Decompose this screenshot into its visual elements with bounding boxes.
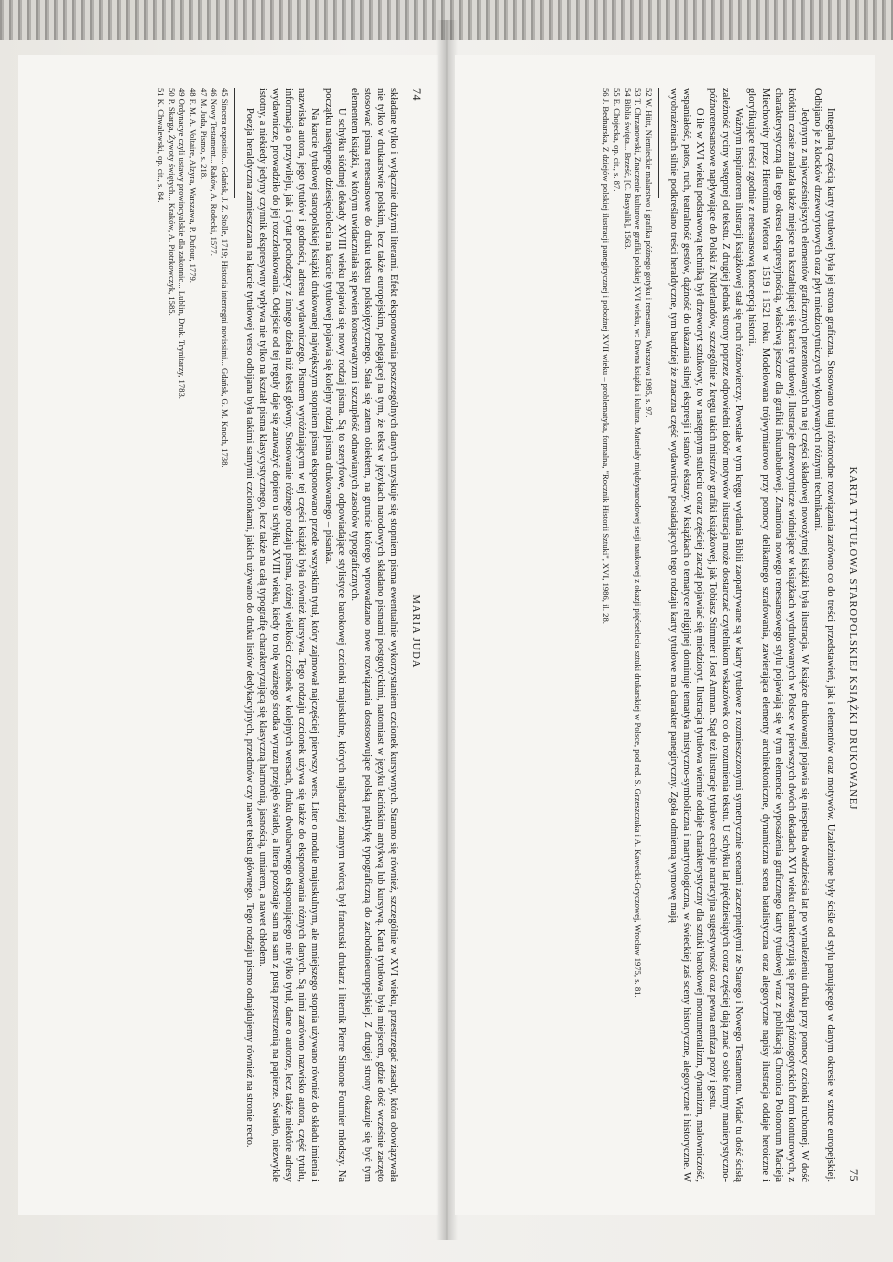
left-page-text-frame	[32, 80, 424, 1190]
footnote-rule	[658, 88, 659, 198]
right-body	[667, 88, 837, 1182]
paragraph: O ile w XVI wieku podstawową techniką był drzeworyt sztukowy, to w następnym stuleciu coraz częściej zaczął pojawiać się miedzioryt. Ilustracja tytułowa wiernie oddaje charakterystyczny dla sztuki barokowej monumentalizm, dynamizm, malowniczość, wspaniałość, patos, ruch, teatralność gestów, dążność do ukazania silnej ekspresji i stanów ekstazy. W książkach o tematyce religijnej dominuje tematyka mistyczno-symboliczna i martyrologiczna, w świeckiej zaś sceny historyczne, alegoryczne i historyczne. W wyobrażeniach silnie podkreślano treści heraldyczne, tym bardziej że znaczna część wydawnictw posiadających tego rodzaju karty tytułowe ma charakter panegiryczny. Zgoła odmienną wymowę mają	[667, 88, 706, 1182]
footnote-rule	[234, 88, 235, 198]
page-number: 75	[847, 1169, 861, 1182]
left-header	[404, 88, 424, 1182]
paragraph: składane tylko i wyłącznie dużymi literami. Efekt eksponowania poszczególnych danych uzyskuje się stopniem pisma ewentualnie wykorzystaniem czcionek kursywnych. Starano się również, szczególnie w XVI wieku, przestrzegać zasady, która obowiązywała nie tylko w drukarstwie polskim, lecz także europejskim, polegającej na tym, że tekst w językach narodowych składano pismami postgotyckimi, natomiast w języku łacińskim antykwą lub kursywą. Karta tytułowa była miejscem, gdzie dość wcześnie zaczęto stosować pisma renesansowe do druku tekstu polskojęzycznego. Stała się zatem obiektem, na gruncie którego wprowadzano nowe rozwiązania dostosowujące polską praktykę typograficzną do zachodnioeuropejskiej. Z drugiej strony okazuje się być tym elementem książki, w którym uwidaczniała się pewien konserwatyzm i szczupłość odnawianych zasobów typograficznych.	[348, 88, 399, 1182]
paragraph: Jedynym z najwcześniejszych elementów graficznych prezentowanych na tej części składowej nowożytnej książki była ilustracja. W książce drukowanej pojawia się niespełna dwadzieścia lat po wynalezieniu druku przy pomocy czcionki ruchomej. W dość krótkim czasie znalazła także miejsce na kształtującej się karcie tytułowej. Ilustracje drzeworytnicze widniejące w książkach wydrukowanych w Polsce w pierwszych dwóch dekadach XVI wieku charakteryzują się przewagą późnogotyckich form konturowych, z charakterystyczną dla tego okresu ekspresyjnością, właściwą jeszcze dla grafiki inkunabułowej. Znamiona nowego renesansowego stylu pojawiają się w tym elemencie wyposażenia graficznego karty tytułowej wraz z publikacją Chronica Polonorum Macieja Miechowity przez Hieronima Wietora w 1519 i 1521 roku. Modelowana trójwymiarowo przy pomocy delikatnego szrafowania, zawierająca elementy architektoniczne, dynamiczna scena batalistyczna oraz alegoryczne napisy ilustracja oddaje heroiczne i gloryfikujące treści zgodnie z renesansową koncepcją historii.	[746, 88, 810, 1182]
footnote: 46 Nowy Testament... Raków, A. Rodecki, 1577.	[209, 88, 220, 256]
footnote: 48 F. M. A. Voltaire, Alzyra, Warszawa, P. Dufour, 1779.	[188, 88, 199, 283]
paragraph: Na karcie tytułowej staropolskiej książki drukowanej największym stopniem pisma eksponowano przede wszystkim tytuł, który zajmował najczęściej pierwszy wers. Liter o module majuskulnym, ale mniejszego stopnia używano również do składu imienia i nazwiska autora, jego tytułów i godności, adresu wydawniczego. Pismem wyróżniającym w tej części książki była również kursywa. Tego rodzaju czcionek używa się także do eksponowania różnych danych. Są nimi zarówno nazwisko autora, część tytułu, informacja o przywileju, jak i cytat pochodzący z innego dzieła niż tekst główny. Stosowanie różnego rodzaju pisma, różnej wielkości czcionek w kolejnych wersach, druku dwubarwnego eksponującego nie tylko tytuł, dane o autorze, lecz także niektóre adresy wydawnicze, prowadziło do jej rozczłonkowania. Odejście od tej reguły daje się zauważyć dopiero u schyłku XVIII wieku, kiedy to rolę ważnego środka wyrazu przejęło światło, a litera pozostaje sam na sam z pustą przestrzenią na papierze. Światło, niezwykle istotny, a niekiedy jedyny czynnik ekspresywny wpływa nie tylko na kształt pisma klasycystycznego, lecz także na całą typografię charakteryzującą się klasyczną harmonią, jasnością, umiarem, a nawet chłodem.	[257, 88, 321, 1182]
paragraph: U schyłku siódmej dekady XVIII wieku pojawia się nowy rodzaj pisma. Są to szeryfowe, odpowiadające stylistyce barokowej czcionki majuskulne, których najbardziej znanym twórcą był francuski drukarz i literník Pierre Simone Fournier młodszy. Na początku następnego dziesięciolecia na karcie tytułowej pojawia się kolejny rodzaj pisma drukowanego – pisanka.	[322, 88, 347, 1182]
paragraph: Poezja heraldyczna zamieszczana na karcie tytułowej verso odbijana była takimi samymi czcionkami, jakich używano do druku listów dedykacyjnych, przedmów czy nawet tekstu głównego. Tego rodzaju pismo odnajdujemy również na stronie recto.	[243, 108, 255, 1148]
right-header	[841, 88, 861, 1182]
left-footnotes	[156, 88, 230, 1182]
running-head: KARTA TYTUŁOWA STAROPOLSKIEJ KSIĄŻKI DRUKOWANEJ	[847, 466, 858, 811]
footnote: 56 J. Bednarska, Z dziejów polskiej ilustracji panegirycznej i pobożnej XVII wieku – problematyka, formalna, "Rocznik Historii Sztuki", XVI, 1986, il. 28.	[601, 88, 612, 624]
footnote: 47 M. Juda, Pismo, s. 218.	[198, 88, 209, 180]
right-footnotes	[601, 88, 654, 1182]
running-head: MARIA JUDA	[410, 594, 421, 669]
paragraph: Ważnym inspiratorem ilustracji książkowej stał się ruch różnowierczy. Powstałe w tym kręgu wydania Biblii zaopatrywane są w karty tytułowe z rozmieszczonymi symetrycznie scenami zaczerpniętymi ze Starego i Nowego Testamentu. Widać tu dość ścisłą zależność ryciny wstępnej od tekstu. Z drugiej jednak strony poprzez odpowiedni dobór motywów ilustracja może dostarczać czytelnikom wskazówek co do rozumienia tekstu. U schyłku lat pięćdziesiątych coraz częściej dają znać o sobie formy manierystyczno-późnorenesansowe napływające do Polski z Niderlandów, szczególnie z kręgu takich mistrzów grafiki książkowej, jak Tobiasz Stimmer i Jost Amman. Stąd też ilustracje tytułowe cechuje narracyjna sugestywność oraz pewna emfaza pozy i gestu.	[707, 88, 745, 1182]
paragraph: Integralną częścią karty tytułowej była jej strona graficzna. Stosowano tutaj różnorodne rozwiązania zarówno co do treści przedstawień, jak i elementów oraz motywów. Uzależnione były ściśle od stylu panującego w danym okresie w sztuce europejskiej. Odbijano je z klocków drzeworytowych oraz płyt miedziorytniczych wykonywanych różnymi technikami.	[811, 88, 836, 1182]
footnote: 55 E. Chojecka, op. cit., s. 87.	[612, 88, 622, 192]
right-page-text-frame	[469, 80, 861, 1190]
footnote: 54 Biblia święta... Brześć, [C. Basyalik], 1563.	[622, 88, 633, 250]
footnote: 52 W. Hütt, Niemieckie malarstwo i grafika późnego gotyku i renesansu, Warszawa 1985, s. 97.	[643, 88, 654, 418]
left-body	[243, 88, 400, 1182]
page-number: 74	[410, 88, 424, 101]
footnote: 49 Ordynacye czyli ustawy prowincyalskie dla zakonnic... Lublin, Druk. Trynitarzy, 1783.	[177, 88, 188, 399]
footnote: 45 Sincera expositio... Gdańsk, J. Z. Stolle, 1719; Historia interregni novissimi... Gdańsk, G. M. Knoch, 1738.	[219, 88, 230, 468]
footnote: 50 P. Skarga, Żywoty świętych... Kraków, A. Piotrkowczyk, 1585.	[166, 88, 177, 316]
footnote: 53 T. Chrzanowski, Znaczenie kulturowe grafiki polskiej XVI wieku, w: Dawna książka i kultura. Materiały międzynarodowej sesji naukowej z okazji pięćsetlecia sztuki drukarskiej w Polsce, pod red. S. Grzeszczuka i A. Kawecki-Gryczowej, Wrocław 1975, s. 81.	[633, 88, 644, 998]
footnote: 51 K. Chwalewski, op. cit., s. 84.	[156, 88, 167, 203]
right-page	[455, 55, 875, 1215]
left-page	[18, 55, 438, 1215]
